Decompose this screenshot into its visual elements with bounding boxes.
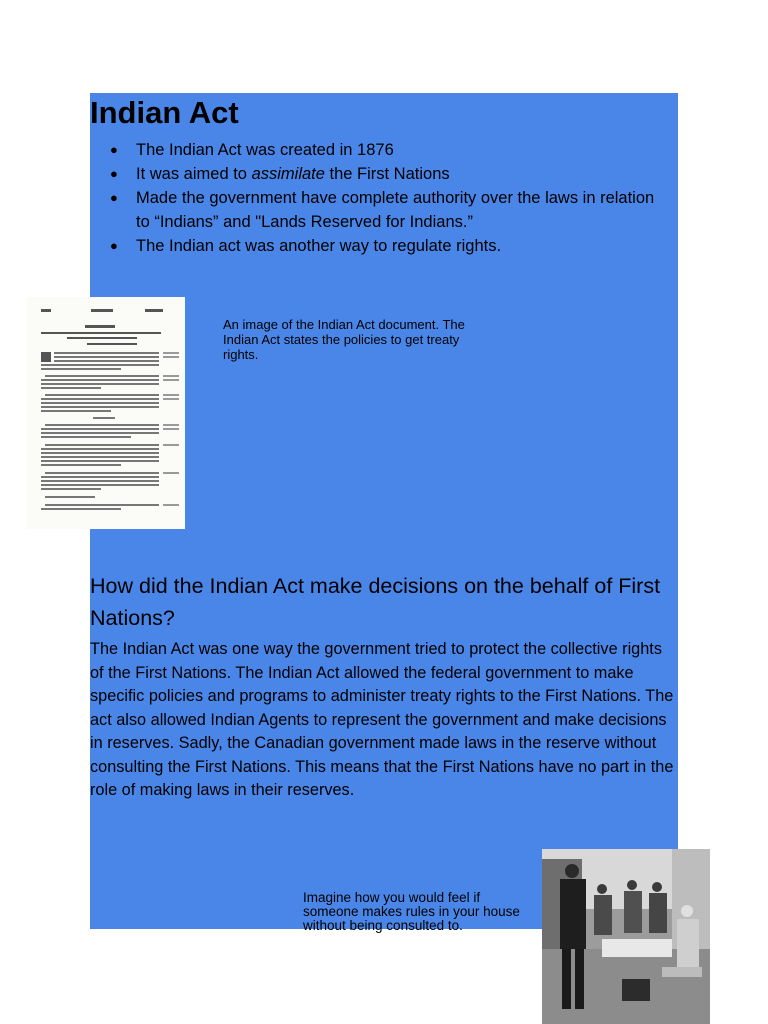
emphasis-assimilate: assimilate: [251, 165, 325, 183]
indian-act-document-image: [27, 297, 185, 529]
document-image-caption: An image of the Indian Act document. The Indian Act states the policies to get treaty rights.: [223, 317, 465, 362]
photo-caption: Imagine how you would feel if someone makes rules in your house without being consulted to.: [303, 890, 520, 933]
bullet-icon: ●: [110, 142, 118, 157]
list-item: ● The Indian Act was created in 1876: [110, 138, 670, 162]
meeting-photo: [542, 849, 710, 1024]
section-heading: How did the Indian Act make decisions on the behalf of First Nations?: [90, 574, 661, 630]
bullet-icon: ●: [110, 238, 118, 253]
bullet-icon: ●: [110, 190, 118, 205]
list-item: ● Made the government have complete authority over the laws in relation to “Indians” and "Lands Reserved for Indians.”: [110, 186, 670, 234]
bullet-icon: ●: [110, 166, 118, 181]
list-item: ● It was aimed to assimilate the First Nations: [110, 162, 670, 186]
section-body: The Indian Act was one way the government tried to protect the collective rights of the First Nations. The Indian Act allowed the federal government to make specific policies and programs to administer treaty rights to the First Nations. The act also allowed Indian Agents to represent the government and make decisions in reserves. Sadly, the Canadian government made laws in the reserve without consulting the First Nations. This means that the First Nations have no part in the role of making laws in their reserves.: [90, 640, 674, 799]
list-item: ● The Indian act was another way to regulate rights.: [110, 234, 670, 258]
fact-list: [110, 138, 670, 258]
page-title: Indian Act: [90, 95, 239, 130]
